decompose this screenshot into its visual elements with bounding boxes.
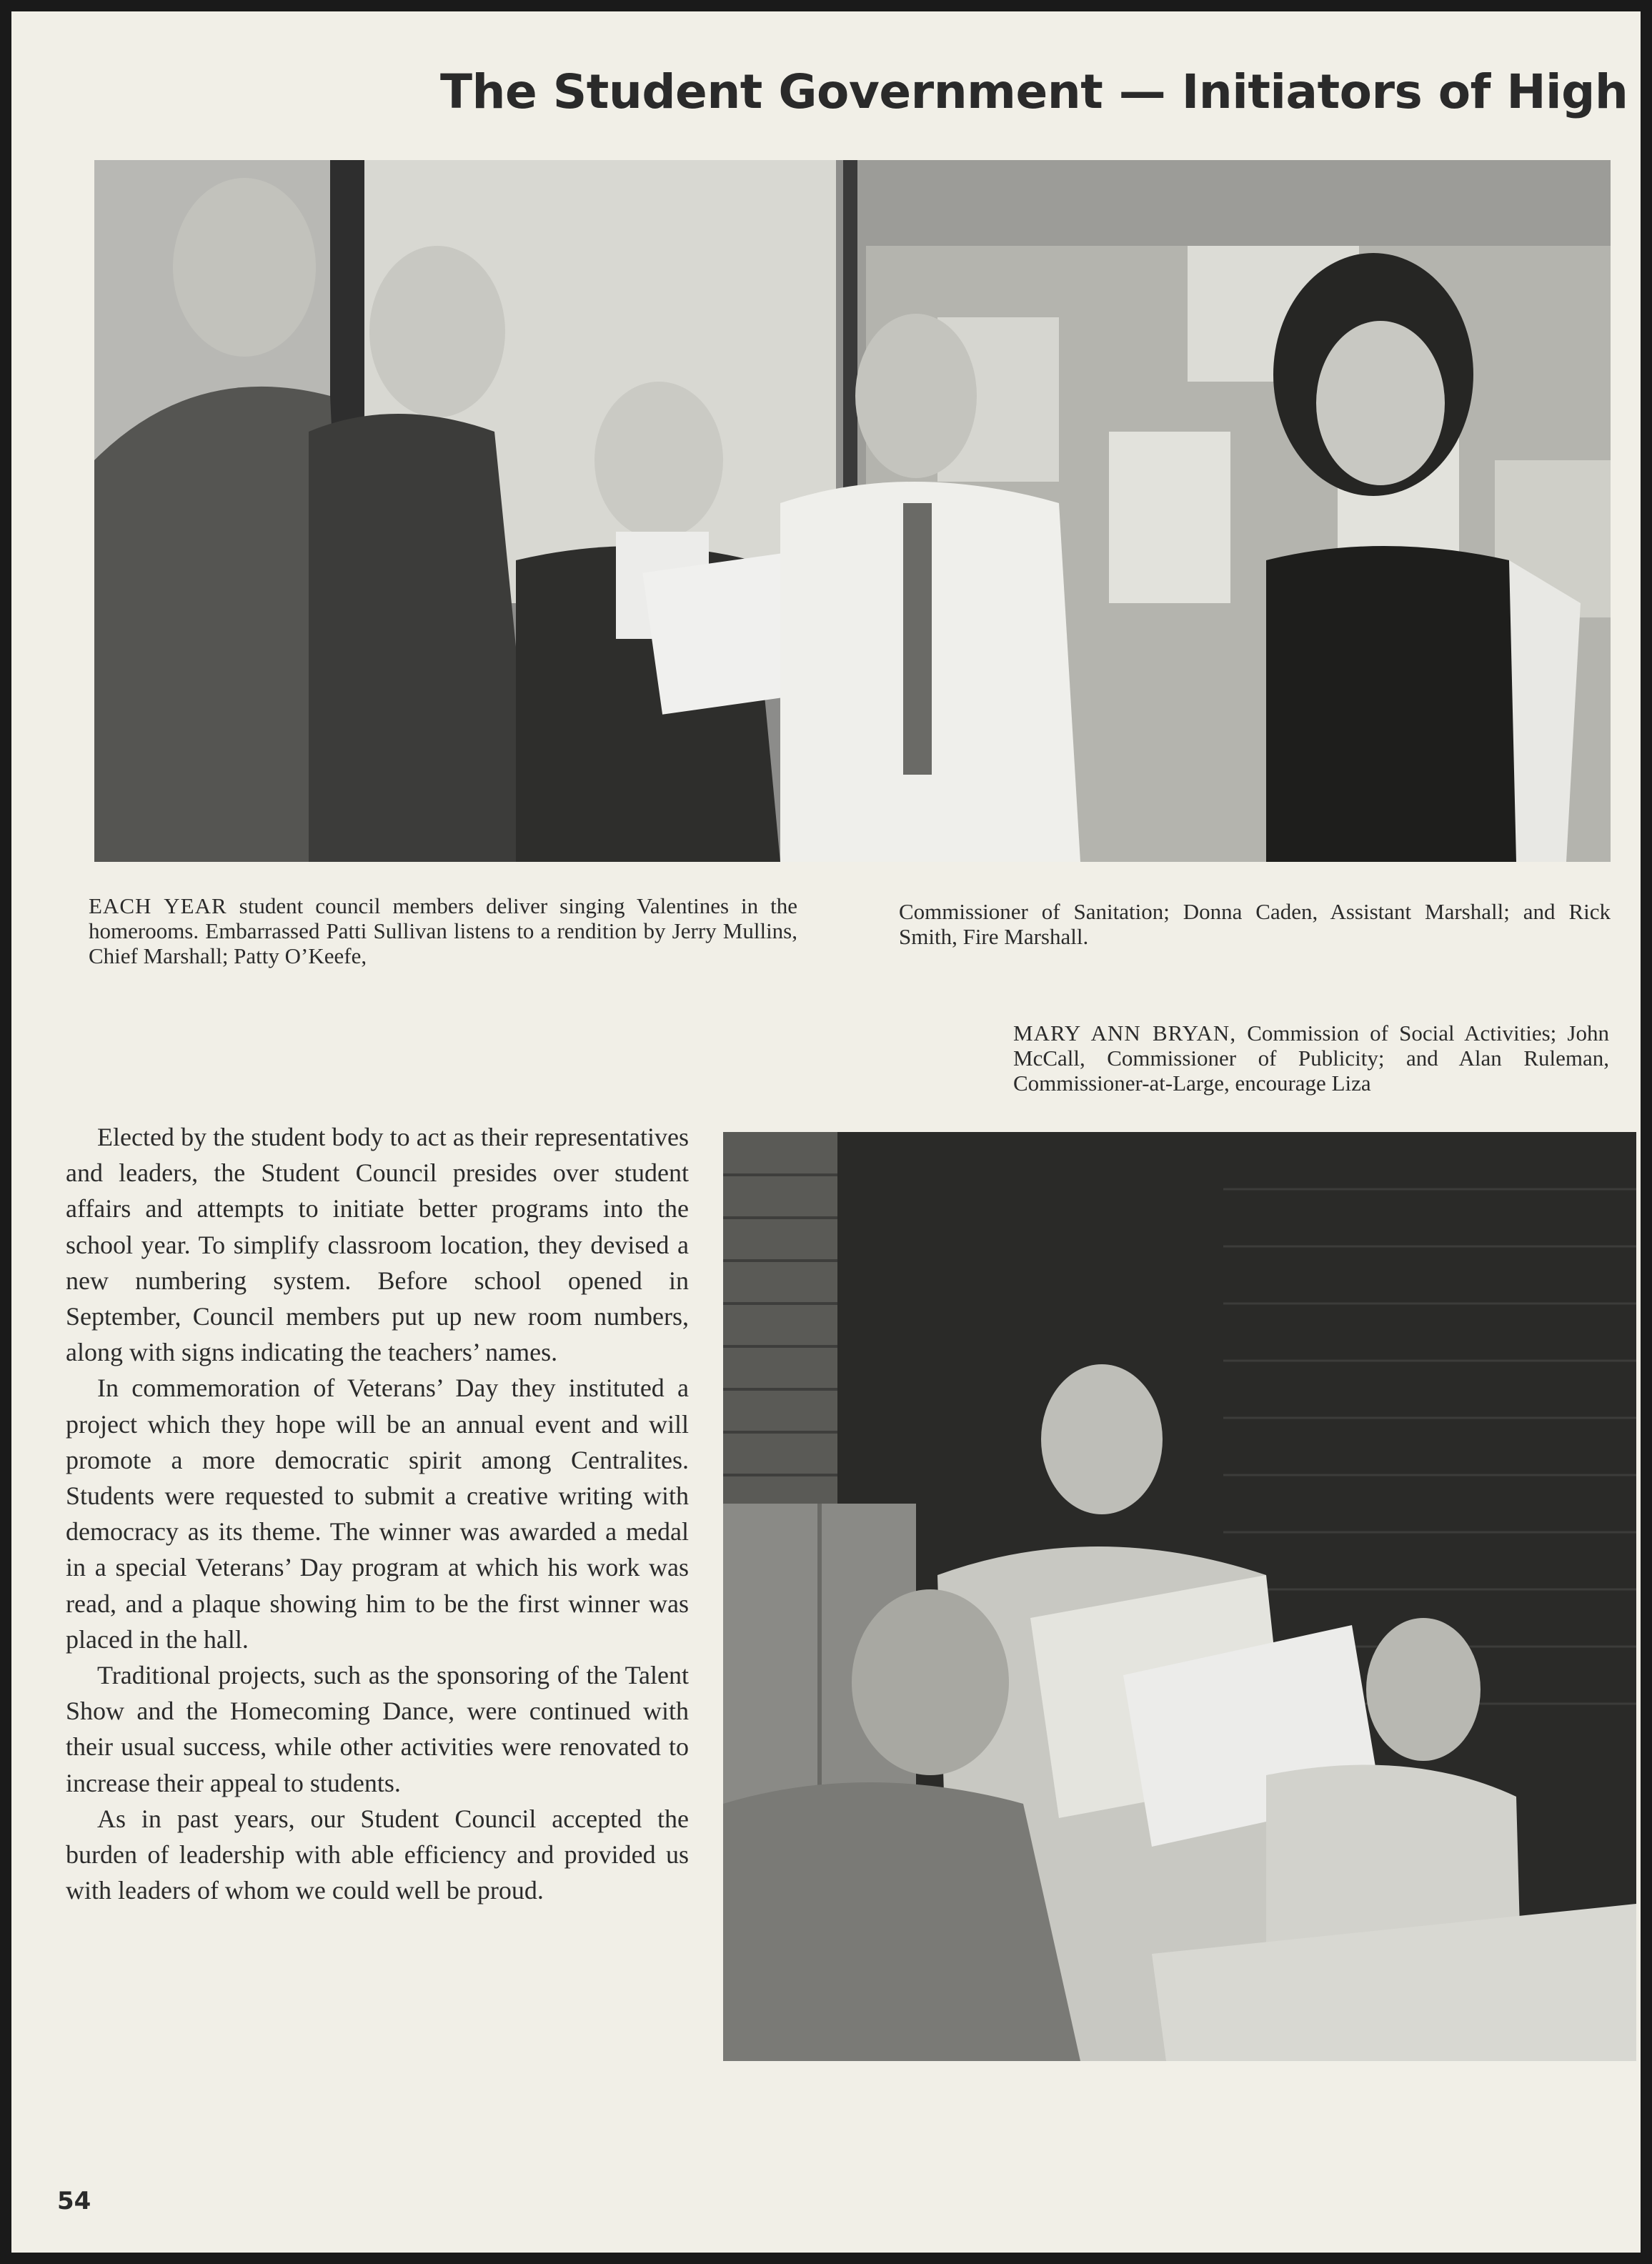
- caption-top-left: [89, 893, 797, 968]
- article-body: [66, 1119, 689, 1908]
- page-number: 54: [57, 2187, 91, 2215]
- photo-group-students-icon: [94, 160, 1611, 862]
- photo-students-newspapers: [723, 1132, 1636, 2061]
- photo-students-newspapers-icon: [723, 1132, 1636, 2061]
- caption-bottom-lead: MARY ANN BRYAN,: [1013, 1021, 1237, 1046]
- photo-group-students: [94, 160, 1611, 862]
- yearbook-page: [11, 11, 1641, 2253]
- caption-top-right: Commissioner of Sanitation; Donna Caden, Assistant Marshall; and Rick Smith, Fire Marshall.: [899, 899, 1611, 949]
- caption-top-left-text: student council members deliver singing Valentines in the homerooms. Embarrassed Patti Sullivan listens to a rendition by Jerry Mullins, Chief Marshall; Patty O’Keefe,: [89, 893, 798, 968]
- page-headline: The Student Government — Initiators of High: [440, 64, 1628, 119]
- body-paragraph: Traditional projects, such as the sponsoring of the Talent Show and the Homecoming Dance, were continued with their usual success, while other activities were renovated to increase their appeal to students.: [66, 1661, 689, 1797]
- body-paragraph: In commemoration of Veterans’ Day they instituted a project which they hope will be an annual event and will promote a more democratic spirit among Centralites. Students were requested to submit a creative writing with democracy as its theme. The winner was awarded a medal in a special Veterans’ Day program at which his work was read, and a plaque showing him to be the first winner was placed in the hall.: [66, 1374, 689, 1654]
- caption-bottom-text: Commission of Social Activities; John McCall, Commissioner of Publicity; and Alan Ruleman, Commissioner-at-Large, encourage Liza: [1013, 1021, 1609, 1096]
- body-paragraph: Elected by the student body to act as their representatives and leaders, the Student Council presides over student affairs and attempts to initiate better programs into the school year. To simplify classroom location, they devised a new numbering system. Before school opened in September, Council members put up new room numbers, along with signs indicating the teachers’ names.: [66, 1123, 689, 1367]
- caption-bottom: [1013, 1021, 1609, 1096]
- caption-top-left-lead: EACH YEAR: [89, 893, 227, 918]
- body-paragraph: As in past years, our Student Council accepted the burden of leadership with able efficiency and provided us with leaders of whom we could well be proud.: [66, 1804, 689, 1905]
